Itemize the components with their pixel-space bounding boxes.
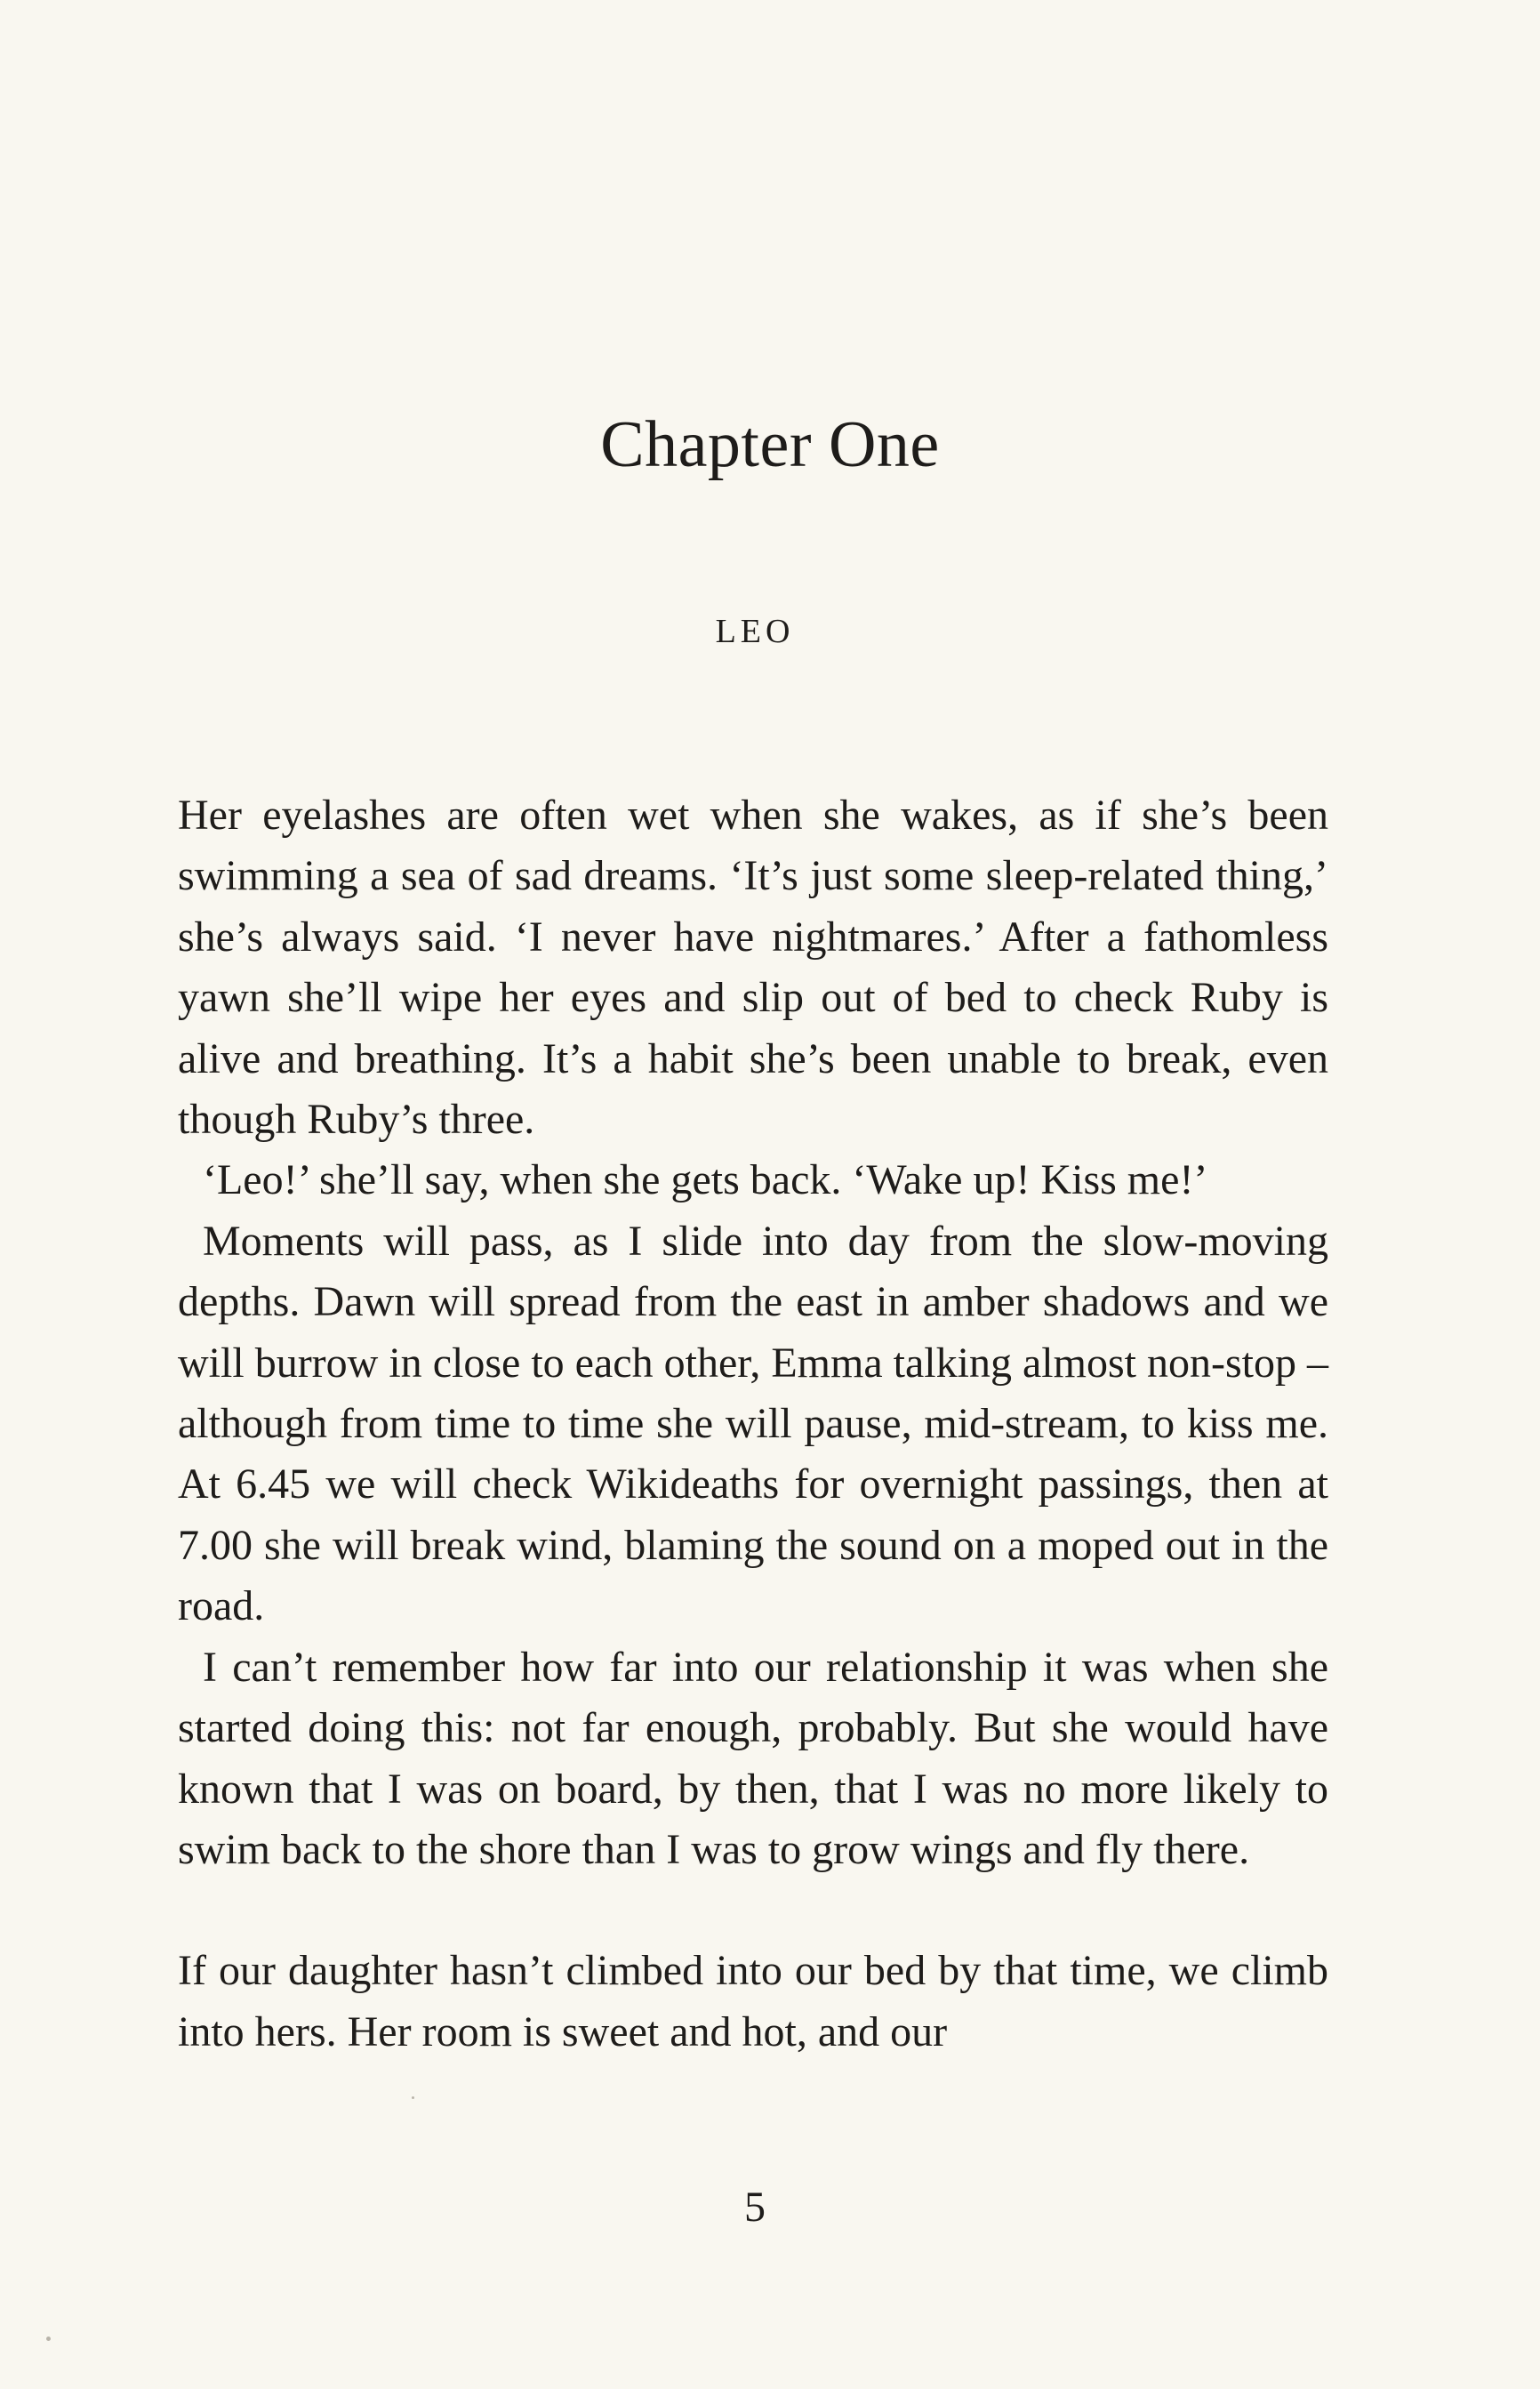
chapter-body — [178, 785, 1328, 2063]
scan-speck — [46, 2337, 51, 2341]
chapter-title: Chapter One — [600, 408, 940, 481]
paragraph: I can’t remember how far into our relationship it was when she started doing this: not far enough, probably. But she would have known that I was on board, by then, that I was no more likely to swim back to the shore than I was to grow wings and fly there. — [178, 1643, 1328, 1873]
paragraph: Her eyelashes are often wet when she wakes, as if she’s been swimming a sea of sad dreams. ‘It’s just some sleep-related thing,’ she’s always said. ‘I never have nightmares.’ After a fathomless yawn she’ll wipe her eyes and slip out of bed to check Ruby is alive and breathing. It’s a habit she’s been unable to break, even though Ruby’s three. — [178, 792, 1328, 1144]
narrator-heading: LEO — [715, 613, 795, 650]
paragraph: ‘Leo!’ she’ll say, when she gets back. ‘Wake up! Kiss me!’ — [203, 1156, 1208, 1204]
paragraph: If our daughter hasn’t climbed into our bed by that time, we climb into hers. Her room is sweet and hot, and our — [178, 1947, 1328, 2055]
page-number: 5 — [744, 2184, 766, 2231]
paragraph: Moments will pass, as I slide into day from the slow-moving depths. Dawn will spread from the east in amber shadows and we will burrow in close to each other, Emma talking almost non-stop – although from time to time she will pause, mid-stream, to kiss me. At 6.45 we will check Wikideaths for overnight passings, then at 7.00 she will break wind, blaming the sound on a moped out in the road. — [178, 1217, 1328, 1630]
scan-speck — [412, 2096, 414, 2099]
